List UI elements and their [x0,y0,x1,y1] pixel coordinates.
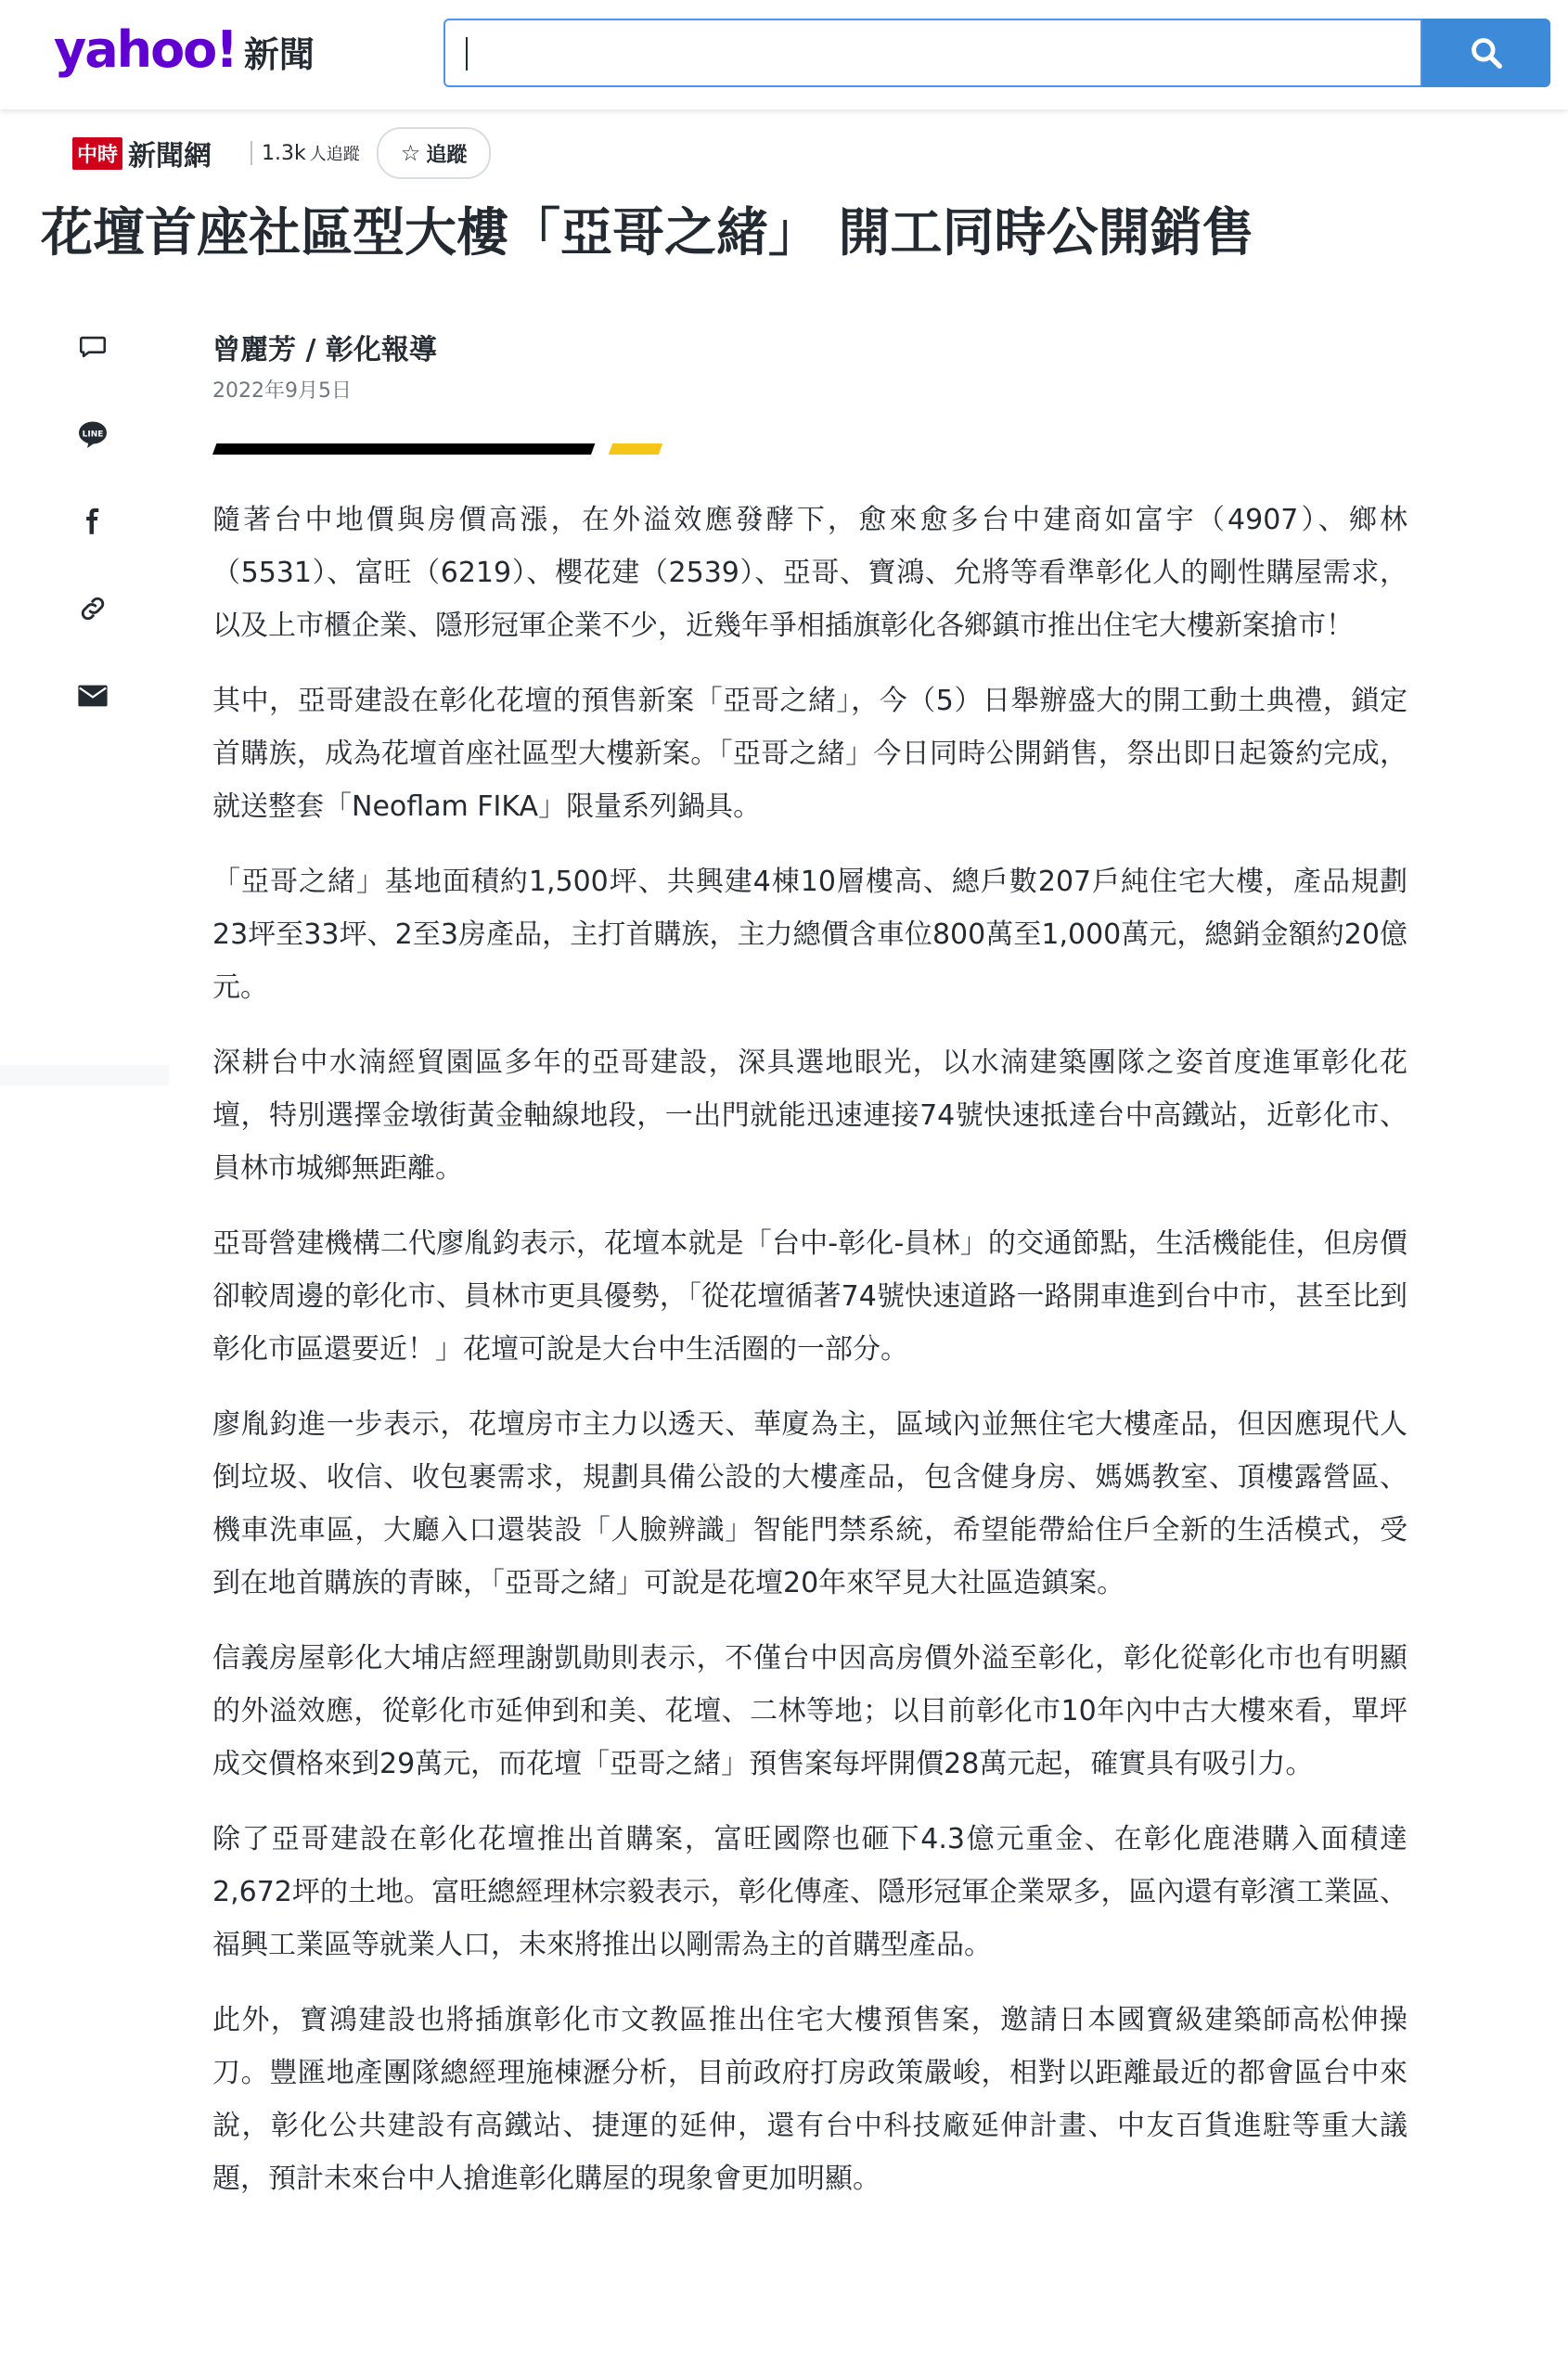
article-author[interactable]: 曾麗芳 / 彰化報導 [212,334,437,366]
article-paragraph: 「亞哥之緒」基地面積約1,500坪、共興建4棟10層樓高、總戶數207戶純住宅大樓，產品規劃23坪至33坪、2至3房產品，主打首購族，主力總價含車位800萬至1,000萬元，總銷金額約20億元。 [212,866,1407,1004]
publisher-logo[interactable] [72,133,212,173]
link-icon [77,593,109,624]
follow-button[interactable] [377,127,492,179]
line-share-button[interactable] [72,414,113,455]
logo-brand: yahoo! [54,20,237,79]
facebook-share-button[interactable] [72,501,113,542]
article-paragraph: 其中，亞哥建設在彰化花壇的預售新案「亞哥之緒」，今（5）日舉辦盛大的開工動土典禮，鎖定首購族，成為花壇首座社區型大樓新案。「亞哥之緒」今日同時公開銷售，祭出即日起簽約完成，就送整套「Neoflam FIKA」限量系列鍋具。 [212,685,1407,823]
article-paragraph: 亞哥營建機構二代廖胤鈞表示，花壇本就是「台中-彰化-員林」的交通節點，生活機能佳，但房價卻較周邊的彰化市、員林市更具優勢，「從花壇循著74號快速道路一路開車進到台中市，甚至比到彰化市區還要近！」花壇可說是大台中生活圈的一部分。 [212,1227,1407,1366]
article-paragraph: 深耕台中水湳經貿園區多年的亞哥建設，深具選地眼光，以水湳建築團隊之姿首度進軍彰化花壇，特別選擇金墩街黃金軸線地段，一出門就能迅速連接74號快速抵達台中高鐵站，近彰化市、員林市城鄉無距離。 [212,1046,1407,1185]
comment-button[interactable] [72,327,113,367]
search-input[interactable] [443,19,1422,87]
followers-count [262,141,360,165]
text-caret [466,37,468,71]
comment-icon [77,331,109,363]
followers-number: 1.3k [262,142,306,165]
svg-text:LINE: LINE [82,430,104,440]
mail-icon [77,682,109,710]
followers-label: 人追蹤 [309,145,360,164]
article-paragraph: 信義房屋彰化大埔店經理謝凱勛則表示，不僅台中因高房價外溢至彰化，彰化從彰化市也有明顯的外溢效應，從彰化市延伸到和美、花壇、二林等地；以目前彰化市10年內中古大樓來看，單坪成交價格來到29萬元，而花壇「亞哥之緒」預售案每坪開價28萬元起，確實具有吸引力。 [212,1642,1407,1780]
article-paragraph: 廖胤鈞進一步表示，花壇房市主力以透天、華廈為主，區域內並無住宅大樓產品，但因應現代人倒垃圾、收信、收包裹需求，規劃具備公設的大樓產品，包含健身房、媽媽教室、頂樓露營區、機車洗車區，大廳入口還裝設「人臉辨識」智能門禁系統，希望能帶給住戶全新的生活模式，受到在地首購族的青睞，「亞哥之緒」可說是花壇20年來罕見大社區造鎮案。 [212,1408,1407,1599]
yahoo-news-logo[interactable] [54,20,315,85]
publisher-logo-name: 新聞網 [128,140,212,173]
article-paragraph: 除了亞哥建設在彰化花壇推出首購案，富旺國際也砸下4.3億元重金、在彰化鹿港購入面積達2,672坪的土地。富旺總經理林宗毅表示，彰化傳產、隱形冠軍企業眾多，區內還有彰濱工業區、福興工業區等就業人口，未來將推出以剛需為主的首購型產品。 [212,1823,1407,1961]
follow-button-label: 追蹤 [426,143,468,167]
search-icon [1469,35,1504,71]
byline-accent [609,443,662,455]
divider [251,141,252,165]
article-body [212,494,1407,2227]
facebook-icon [79,506,107,537]
copy-link-button[interactable] [72,588,113,629]
star-icon: ☆ [400,140,421,166]
logo-section: 新聞 [243,34,315,75]
article-title: 花壇首座社區型大樓「亞哥之緒」 開工同時公開銷售 [41,203,1254,263]
email-share-button[interactable] [72,675,113,716]
publisher-logo-mark: 中時 [72,137,122,170]
publisher-row [72,128,491,178]
line-icon [76,417,109,451]
byline-divider [212,443,595,455]
search-button[interactable] [1422,19,1550,87]
article-paragraph: 此外，寶鴻建設也將插旗彰化市文教區推出住宅大樓預售案，邀請日本國寶級建築師高松伸操刀。豐匯地產團隊總經理施棟瀝分析，目前政府打房政策嚴峻，相對以距離最近的都會區台中來說，彰化公共建設有高鐵站、捷運的延伸，還有台中科技廠延伸計畫、中友百貨進駐等重大議題，預計未來台中人搶進彰化購屋的現象會更加明顯。 [212,2004,1407,2195]
top-navigation-bar [0,0,1568,109]
article-date: 2022年9月5日 [212,379,352,403]
page-edge-shade [0,1065,169,1085]
article-paragraph: 隨著台中地價與房價高漲，在外溢效應發酵下，愈來愈多台中建商如富宇（4907）、鄉林（5531）、富旺（6219）、櫻花建（2539）、亞哥、寶鴻、允將等看準彰化人的剛性購屋需求，以及上市櫃企業、隱形冠軍企業不少，近幾年爭相插旗彰化各鄉鎮市推出住宅大樓新案搶市！ [212,504,1407,642]
